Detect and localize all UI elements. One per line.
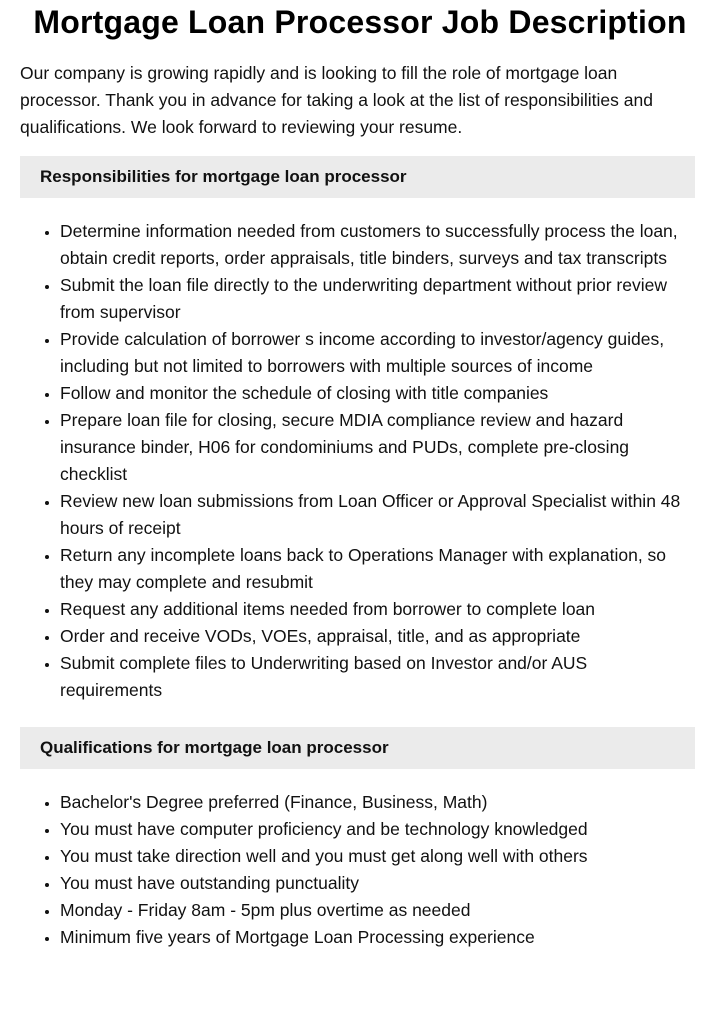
section-spacer (0, 704, 720, 712)
qualifications-list (0, 789, 720, 951)
list-item: • You must have computer proficiency and be technology knowledged (60, 816, 694, 843)
list-item: • Bachelor's Degree preferred (Finance, Business, Math) (60, 789, 694, 816)
list-item: • Submit complete files to Underwriting based on Investor and/or AUS requirements (60, 650, 694, 704)
list-item: • Prepare loan file for closing, secure MDIA compliance review and hazard insurance binder, H06 for condominiums and PUDs, complete pre-closing checklist (60, 407, 694, 488)
list-item: • Request any additional items needed from borrower to complete loan (60, 596, 694, 623)
list-item: • You must have outstanding punctuality (60, 870, 694, 897)
list-item: • Minimum five years of Mortgage Loan Processing experience (60, 924, 694, 951)
responsibilities-heading: Responsibilities for mortgage loan processor (20, 156, 695, 198)
intro-paragraph: Our company is growing rapidly and is looking to fill the role of mortgage loan processor. Thank you in advance for taking a look at the list of responsibilities and qualifications. We look forward to reviewing your resume. (20, 63, 653, 137)
responsibilities-list (0, 218, 720, 704)
list-item: • Order and receive VODs, VOEs, appraisal, title, and as appropriate (60, 623, 694, 650)
list-item: • Follow and monitor the schedule of closing with title companies (60, 380, 694, 407)
qualifications-heading: Qualifications for mortgage loan processor (20, 727, 695, 769)
page-title: Mortgage Loan Processor Job Description (33, 4, 687, 40)
list-item: • Return any incomplete loans back to Operations Manager with explanation, so they may complete and resubmit (60, 542, 694, 596)
list-item: • Provide calculation of borrower s income according to investor/agency guides, including but not limited to borrowers with multiple sources of income (60, 326, 694, 380)
list-item: • Monday - Friday 8am - 5pm plus overtime as needed (60, 897, 694, 924)
list-item: • Determine information needed from customers to successfully process the loan, obtain credit reports, order appraisals, title binders, surveys and tax transcripts (60, 218, 694, 272)
list-item: • Review new loan submissions from Loan Officer or Approval Specialist within 48 hours of receipt (60, 488, 694, 542)
list-item: • You must take direction well and you must get along well with others (60, 843, 694, 870)
list-item: • Submit the loan file directly to the underwriting department without prior review from supervisor (60, 272, 694, 326)
